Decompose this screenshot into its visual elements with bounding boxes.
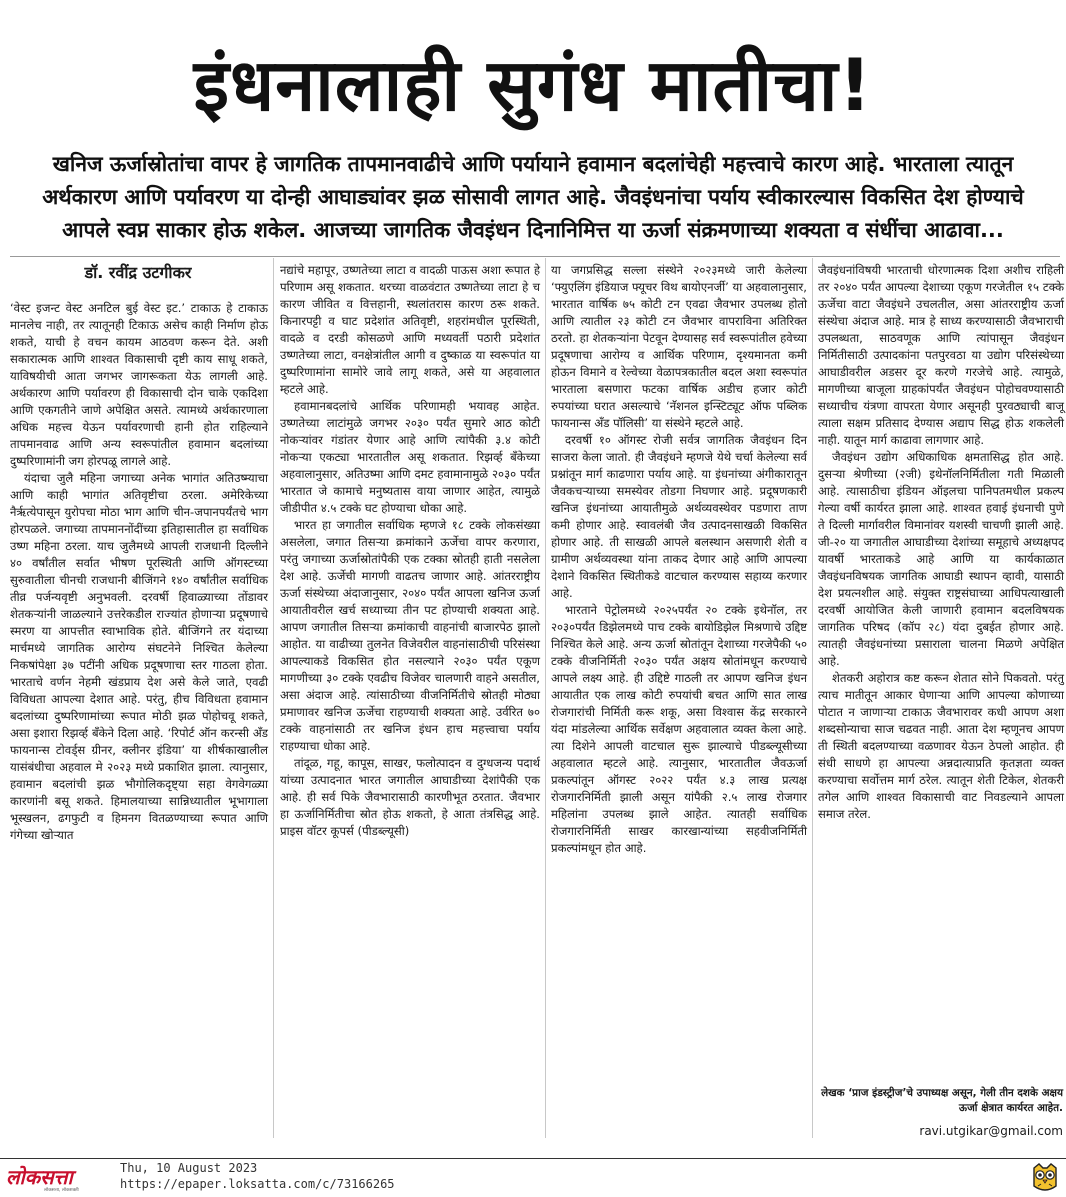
paragraph: तांदूळ, गहू, कापूस, साखर, फलोत्पादन व दुग्धजन्य पदार्थ यांच्या उत्पादनात भारत जगातील आघाडीच्या देशांपैकी एक आहे. ही सर्व पिके जैवभारासाठी कारणीभूत ठरतात. जैवभार हा ऊर्जानिर्मितीचा स्रोत होऊ शकतो, हे आता तंत्रसिद्ध आहे. प्राइस वॉटर कूपर्स (पीडब्ल्यूसी) (280, 756, 540, 838)
paragraph: ‘वेस्ट इजन्ट वेस्ट अनटिल बुई वेस्ट इट.’ टाकाऊ हे टाकाऊ मानलेच नाही, तर त्यातूनही टिकाऊ असेच काही निर्माण होऊ शकते, याची हे वचन कायम आठवण करून देते. अशी सकारात्मक आणि शाश्वत विकासाची दृष्टी काय साधू शकते, याविषयीची आता जगभर जागरूकता येऊ लागली आहे. अर्थकारण आणि पर्यावरण ही विकासाची दोन चाके एकदिशा आणि एकगतीने जाणे अपेक्षित असते. त्यामध्ये अर्थकारणाला अधिक महत्त्व येऊन पर्यावरणाची हानी होत राहिल्याने तापमानवाढ आणि अन्य स्वरूपांतील हवामान बदलांच्या दुष्परिणामांनी जग होरपळू लागले आहे. (10, 301, 268, 468)
article-column-2 (280, 262, 540, 840)
paragraph: नद्यांचे महापूर, उष्णतेच्या लाटा व वादळी पाऊस अशा रूपात हे परिणाम असू शकतात. थरच्या वाळवंटात उष्णतेच्या लाटा हे च कारण जीवित व वित्तहानी, स्थलांतरास कारण ठरू शकते. किनारपट्टी व घाट प्रदेशांत अतिवृष्टी, शहरांमधील पूरस्थिती, वादळे व दरडी कोसळणे आणि मध्यवर्ती पठारी प्रदेशांत उष्णतेच्या लाटा, वनक्षेत्रांतील आगी व दुष्काळ या स्वरूपांत या दुष्परिणामांना सामोरे जावे लागू शकते, असे या अहवालात म्हटले आहे. (280, 263, 540, 396)
paragraph: या जगप्रसिद्ध सल्ला संस्थेने २०२३मध्ये जारी केलेल्या ‘फ्युएलिंग इंडियाज फ्यूचर विथ बायोएनर्जी’ या अहवालानुसार, भारतात वार्षिक ७५ कोटी टन एवढा जैवभार उपलब्ध होतो आणि त्यातील २३ कोटी टन जैवभार वापराविना अतिरिक्त ठरतो. हा शेतकऱ्यांना पेटवून देण्यासह सर्व स्वरूपांतील हवेच्या प्रदूषणाचा आरोग्य व आर्थिक परिणाम, दृश्यमानता कमी होऊन विमाने व रेल्वेच्या वेळापत्रकातील बदल अशा स्वरूपांत भारताला बसणारा फटका वार्षिक अडीच हजार कोटी रुपयांच्या घरात असल्याचे ‘नॅशनल इन्स्टिट्यूट ऑफ पब्लिक फायनान्स अँड पॉलिसी’ या संस्थेने म्हटले आहे. (551, 263, 807, 430)
deck-divider (10, 256, 1060, 257)
paragraph: जैवइंधनांविषयी भारताची धोरणात्मक दिशा अशीच राहिली तर २०४० पर्यंत आपल्या देशाच्या एकूण गरजेतील १५ टक्के ऊर्जेचा वाटा जैवइंधने उचलतील, असा आंतरराष्ट्रीय ऊर्जा संस्थेचा अंदाज आहे. मात्र हे साध्य करण्यासाठी जैवभाराची उपलब्धता, साठवणूक आणि त्यांपासून जैवइंधन निर्मितीसाठी उत्पादकांना पतपुरवठा या उद्योग परिसंस्थेच्या आघाडीवरील अडसर दूर करणे गरजेचे आहे. त्यामुळे, मागणीच्या बाजूला ग्राहकांपर्यंत जैवइंधन पोहोचवण्यासाठी सध्याचीच यंत्रणा वापरता येणार असूनही पुरवठ्याची बाजू त्याला सक्षम प्रतिसाद देण्यास अद्याप सिद्ध होऊ शकलेली नाही. यातून मार्ग काढावा लागणार आहे. (818, 263, 1064, 447)
deck-summary: खनिज ऊर्जास्रोतांचा वापर हे जागतिक तापमानवाढीचे आणि पर्यायाने हवामान बदलांचेही महत्त्वाचे कारण आहे. भारताला त्यातून अर्थकारण आणि पर्यावरण या दोन्ही आघाड्यांवर झळ सोसावी लागत आहे. जैवइंधनांचा पर्याय स्वीकारल्यास विकसित देश होण्याचे आपले स्वप्न साकार होऊ शकेल. आजच्या जागतिक जैवइंधन दिनानिमित्त या ऊर्जा संक्रमणाच्या शक्यता व संधींचा आढावा... (42, 152, 1024, 242)
column-divider (812, 258, 813, 1138)
author-email: ravi.utgikar@gmail.com (919, 1124, 1063, 1138)
article-column-1 (10, 300, 268, 844)
article-column-4 (818, 262, 1064, 823)
paragraph: भारताने पेट्रोलमध्ये २०२५पर्यंत २० टक्के इथेनॉल, तर २०३०पर्यंत डिझेलमध्ये पाच टक्के बायोडिझेल मिश्रणाचे उद्दिष्ट निश्चित केले आहे. अन्य ऊर्जा स्रोतांतून देशाच्या गरजेपैकी ५० टक्के वीजनिर्मिती २०३० पर्यंत अक्षय स्रोतांमधून करण्याचे आपले लक्ष्य आहे. ही उद्दिष्टे गाठली तर आपण खनिज इंधन आयातीत एक लाख कोटी रुपयांची बचत आणि सात लाख रोजगारांची निर्मिती करू शकू, असा विश्वास केंद्र सरकारने यंदा मांडलेल्या आर्थिक सर्वेक्षण अहवालात व्यक्त केला आहे. त्या दिशेने आपली वाटचाल सुरू झाल्याचे पीडब्ल्यूसीच्या अहवालात म्हटले आहे. त्यानुसार, भारतातील जैवऊर्जा प्रकल्पांतून ऑगस्ट २०२२ पर्यंत ४.३ लाख प्रत्यक्ष रोजगारनिर्मिती झाली असून यांपैकी २.५ लाख रोजगार महिलांना उपलब्ध झाले आहेत. त्यातही सर्वाधिक रोजगारनिर्मिती साखर कारखान्यांच्या सहवीजनिर्मिती प्रकल्पांमधून होत आहे. (551, 603, 807, 855)
paragraph: दरवर्षी १० ऑगस्ट रोजी सर्वत्र जागतिक जैवइंधन दिन साजरा केला जातो. ही जैवइंधने म्हणजे येथे चर्चा केलेल्या सर्व प्रश्नांतून मार्ग काढणारा पर्याय आहे. या इंधनांच्या अंगीकारातून जैवकचऱ्याच्या समस्येवर तोडगा निघणार आहे. प्रदूषणकारी खनिज इंधनांच्या आयातीमुळे अर्थव्यवस्थेवर पडणारा ताण कमी होणार आहे. स्वावलंबी जैव उत्पादनसाखळी विकसित होणार आहे. ती साखळी आपले बलस्थान असणारी शेती व ग्रामीण अर्थव्यवस्था यांना ताकद देणार आहे आणि आपल्या देशाने विकसित स्थितीकडे वाटचाल करण्यास सहाय्य करणार आहे. (551, 433, 807, 600)
loksatta-logo[interactable] (4, 1163, 112, 1193)
author-note: लेखक ‘प्राज इंडस्ट्रीज’चे उपाध्यक्ष असून, गेली तीन दशके अक्षय ऊर्जा क्षेत्रात कार्यरत आहेत. (821, 1087, 1063, 1114)
epaper-url[interactable]: https://epaper.loksatta.com/c/73166265 (120, 1177, 395, 1191)
article-column-3 (551, 262, 807, 857)
footer-divider (0, 1158, 1066, 1159)
paragraph: यंदाचा जुलै महिना जगाच्या अनेक भागांत अतिउष्म्याचा आणि काही भागांत अतिवृष्टीचा ठरला. अमेरिकेच्या नैर्ऋत्येपासून युरोपचा मोठा भाग आणि चीन-जपानपर्यंतचे भाग होरपळले. जगाच्या तापमाननोंदींच्या इतिहासातील हा सर्वाधिक उष्ण महिना ठरला. याच जुलैमध्ये आपली राजधानी दिल्लीने ४० वर्षांतील सर्वात भीषण पूरस्थिती आणि ऑगस्टच्या सुरुवातीला चीनची राजधानी बीजिंगने १४० वर्षांतील सर्वाधिक तीव्र पर्जन्यवृष्टी अनुभवली. दरवर्षी हिवाळ्याच्या तोंडावर शेतकऱ्यांनी जाळल्याने उत्तरेकडील राज्यांत होणाऱ्या प्रदूषणाचे स्मरण या आपत्तीत स्वाभाविक होते. बीजिंगने तर यंदाच्या मार्चमध्ये जागतिक आरोग्य संघटनेने निश्चित केलेल्या निकषांपेक्षा ३७ पटींनी अधिक प्रदूषणाचा स्तर गाठला होता. भारताचे वर्णन नेहमी खंडप्राय देश असे केले जाते, एवढी विविधता आपल्या देशात आहे. परंतु, हीच विविधता हवामान बदलांच्या दुष्परिणामांच्या रूपात मोठी झळ पोहोचवू शकते, असा इशारा रिझर्व्ह बँकेने दिला आहे. ‘रिपोर्ट ऑन करन्सी अँड फायनान्स टोवर्ड्स ग्रीनर, क्लीनर इंडिया’ या शीर्षकाखालील यासंबंधीचा अहवाल मे २०२३ मध्ये प्रकाशित झाला. त्यानुसार, हवामान बदलांची झळ भौगोलिकदृष्ट्या सहा वेगवेगळ्या कारणांनी बसू शकते. हिमालयाच्या सान्निध्यातील भूभागाला भूस्खलन, ढगफुटी व हिमनग वितळण्याच्या रूपात आणि गंगेच्या खोऱ्यात (10, 471, 268, 842)
paragraph: जैवइंधन उद्योग अधिकाधिक क्षमतासिद्ध होत आहे. दुसऱ्या श्रेणीच्या (२जी) इथेनॉलनिर्मितीला गती मिळाली आहे. त्यासाठीचा इंडियन ऑइलचा पानिपतमधील प्रकल्प गेल्या वर्षी कार्यरत झाला आहे. शाश्वत हवाई इंधनाची पुणे ते दिल्ली मार्गावरील विमानांवर यशस्वी चाचणी झाली आहे. जी-२० या जगातील आघाडीच्या देशांच्या समूहाचे अध्यक्षपद यावर्षी भारताकडे आहे आणि या कार्यकाळात जैवइंधनविषयक जागतिक आघाडी स्थापन व्हावी, यासाठी देश प्रयत्नशील आहे. संयुक्त राष्ट्रसंघाच्या आधिपत्याखाली दरवर्षी आयोजित केली जाणारी हवामान बदलविषयक जागतिक परिषद (कॉप २८) यंदा दुबईत होणार आहे. त्यातही जैवइंधनांच्या प्रसाराला चालना मिळणे अपेक्षित आहे. (818, 450, 1064, 668)
footer (0, 1160, 1066, 1197)
logo-tagline: लोकसत्ता, लोकशक्ती (44, 1188, 79, 1193)
headline: इंधनालाही सुगंध मातीचा! (193, 43, 873, 127)
column-divider (273, 258, 274, 1138)
publish-date: Thu, 10 August 2023 (120, 1161, 258, 1175)
paragraph: भारत हा जगातील सर्वाधिक म्हणजे १८ टक्के लोकसंख्या असलेला, जगात तिसऱ्या क्रमांकाने ऊर्जेचा वापर करणारा, परंतु जगाच्या ऊर्जास्रोतांपैकी एक टक्का स्रोतही हाती नसलेला देश आहे. ऊर्जेची मागणी वाढतच जाणार आहे. आंतरराष्ट्रीय ऊर्जा संस्थेच्या अंदाजानुसार, २०४० पर्यंत आपला खनिज ऊर्जा आयातीवरील खर्च सध्याच्या तीन पट होण्याची शक्यता आहे. आपण जगातील तिसऱ्या क्रमांकाची वाहनांची बाजारपेठ झालो आहोत. या वाढीच्या तुलनेत विजेवरील वाहनांसाठीची परिसंस्था आपल्याकडे विकसित होत नसल्याने २०३० पर्यंत एकूण मागणीच्या ३० टक्के एवढीच विजेवर चालणारी वाहने असतील, असा अंदाज आहे. त्यांसाठीच्या वीजनिर्मितीचे स्रोतही मोठ्या प्रमाणावर खनिज ऊर्जेचा राहण्याची शक्यता आहे. उर्वरित ७० टक्के वाहनांसाठी तर खनिज इंधन हाच महत्त्वाचा पर्याय राहण्याचा धोका आहे. (280, 518, 540, 753)
paragraph: हवामानबदलांचे आर्थिक परिणामही भयावह आहेत. उष्णतेच्या लाटांमुळे जगभर २०३० पर्यंत सुमारे आठ कोटी नोकऱ्यांवर गंडांतर येणार आहे आणि त्यांपैकी ३.४ कोटी नोकऱ्या एकट्या भारतातील असू शकतात. रिझर्व्ह बँकेच्या अहवालानुसार, अतिउष्मा आणि दमट हवामानामुळे २०३० पर्यंत भारतात जे कामाचे मनुष्यतास वाया जाणार आहेत, त्यामुळे जीडीपीत ४.५ टक्के घट होण्याचा धोका आहे. (280, 399, 540, 515)
column-divider (545, 258, 546, 1138)
owl-icon (1030, 1162, 1060, 1194)
paragraph: शेतकरी अहोरात्र कष्ट करून शेतात सोने पिकवतो. परंतु त्याच मातीतून आकार घेणाऱ्या आणि आपल्या कोणाच्या पोटात न जाणाऱ्या टाकाऊ जैवभारावर कधी आपण अशा शब्दसोन्याचा साज चढवत नाही. आता देश म्हणूनच आपण ती स्थिती बदलण्याच्या वळणावर येऊन ठेपलो आहोत. ही संधी साधणे हा आपल्या अन्नदात्याप्रति कृतज्ञता व्यक्त करण्याचा सर्वोत्तम मार्ग ठरेल. त्यातून शेती टिकेल, शेतकरी तगेल आणि शाश्वत विकासाची वाट निवडल्याने आपला समाज तरेल. (818, 671, 1064, 821)
logo-text: लोकसत्ता (6, 1165, 73, 1189)
byline: डॉ. रवींद्र उटगीकर (84, 263, 192, 282)
